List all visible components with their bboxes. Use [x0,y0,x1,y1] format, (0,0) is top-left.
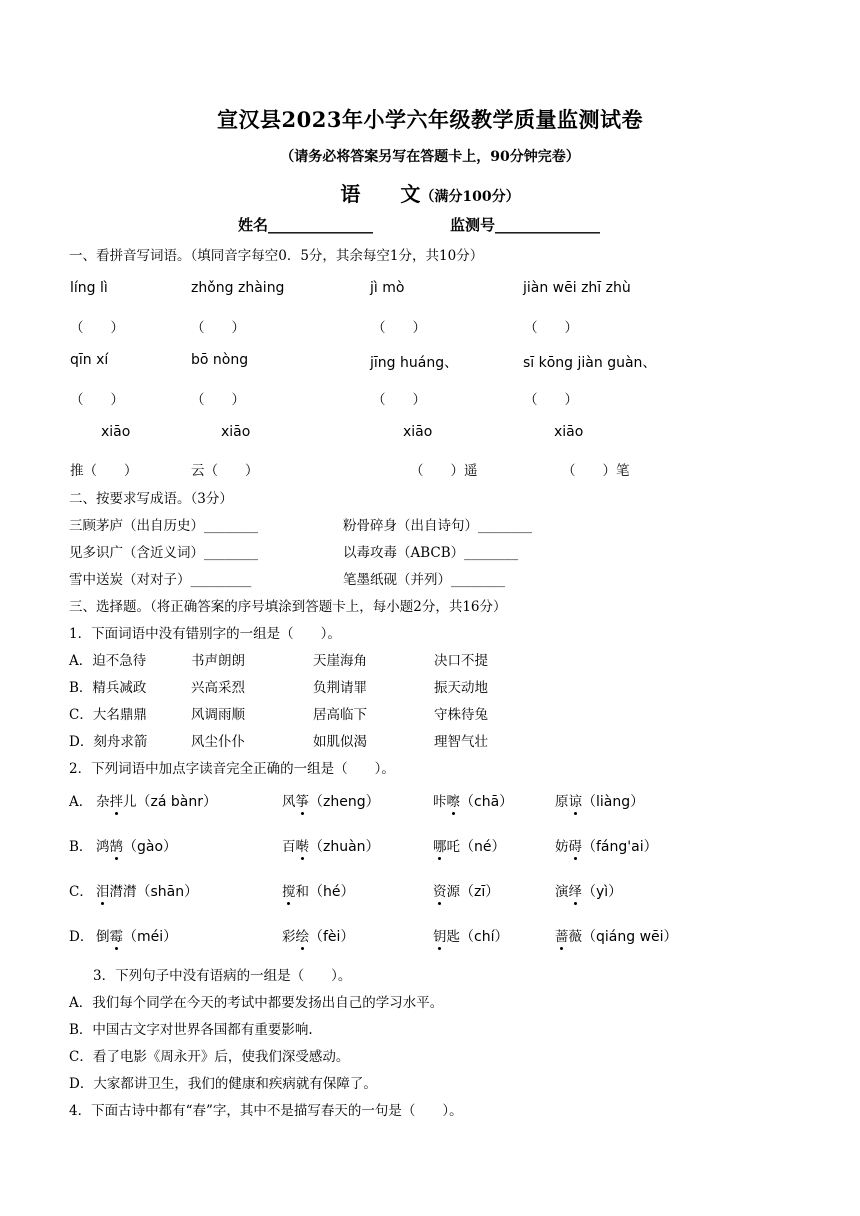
pinyin-annotation: （né） [460,839,506,855]
q2-word: 百啭（zhuàn） [282,839,380,855]
question-2-stem: 2．下列词语中加点字读音完全正确的一组是（ ）。 [69,761,395,777]
emphasis-dot-char: 碍 [568,839,582,855]
q2-word: 咔嚓（chā） [433,794,514,810]
id-field[interactable]: 监测号______________ [450,216,601,234]
q1-word: 理智气壮 [434,734,488,750]
pinyin-annotation: （shān） [136,884,199,900]
answer-blank[interactable]: （ ） [372,392,426,408]
q1-word: 风尘仆仆 [191,734,245,750]
homophone-blank[interactable]: 推（ ） [70,463,138,479]
pinyin-7: jīng huáng、 [370,355,459,371]
q1-word: 如肌似渴 [313,734,367,750]
emphasis-dot-char: 蔷 [555,929,569,945]
pinyin-annotation: （zheng） [309,794,380,810]
homophone-blank[interactable]: （ ）笔 [562,463,630,479]
q2-word: 风筝（zheng） [282,794,380,810]
pinyin-annotation: （zá bànr） [136,794,217,810]
option-label: A． [69,794,93,810]
q1-word: 书声朗朗 [191,653,245,669]
exam-title: 宣汉县2023年小学六年级教学质量监测试卷 [217,107,643,132]
idiom-item[interactable]: 粉骨碎身（出自诗句）________ [343,518,532,534]
pinyin-annotation: （gào） [123,839,178,855]
emphasis-dot-char: 拌 [109,794,123,810]
pinyin-annotation: （fáng'ai） [582,839,658,855]
option-label: B． [69,839,93,855]
pinyin-5: qīn xí [70,352,109,368]
answer-blank[interactable]: （ ） [524,320,578,336]
emphasis-dot-char: 资 [433,884,447,900]
pinyin-xiao: xiāo [221,424,251,440]
q2-word: 演绎（yì） [555,884,623,900]
emphasis-dot-char: 嚓 [446,794,460,810]
q1-word: 决口不提 [434,653,488,669]
q3-option-b[interactable]: B．中国古文字对世界各国都有重要影响. [69,1022,313,1038]
pinyin-annotation: （zhuàn） [309,839,380,855]
q1-word: 兴高采烈 [191,680,245,696]
subject-name: 语 文 [340,182,421,206]
exam-note: （请务必将答案另写在答题卡上，90分钟完卷） [280,149,580,165]
q2-word: 蔷薇（qiáng wēi） [555,929,678,945]
answer-blank[interactable]: （ ） [191,320,245,336]
pinyin-annotation: （liàng） [582,794,645,810]
answer-blank[interactable]: （ ） [524,392,578,408]
q1-word: 天崖海角 [313,653,367,669]
q2-word: 妨碍（fáng'ai） [555,839,658,855]
option-label: C． [69,884,93,900]
full-score: （满分100分） [420,189,520,205]
q1-option-b[interactable]: B．精兵减政 [69,680,147,696]
q2-word: 泪潸潸（shān） [96,884,199,900]
question-3-stem: 3．下列句子中没有语病的一组是（ ）。 [93,968,352,984]
q1-word: 居高临下 [313,707,367,723]
question-1-stem: 1．下面词语中没有错别字的一组是（ ）。 [69,626,341,642]
section2-heading: 二、按要求写成语。（3分） [69,491,233,507]
homophone-blank[interactable]: （ ）遥 [410,463,478,479]
q1-option-c[interactable]: C．大名鼎鼎 [69,707,147,723]
emphasis-dot-char: 泪 [96,884,110,900]
answer-blank[interactable]: （ ） [372,320,426,336]
option-label: D． [69,929,94,945]
idiom-item[interactable]: 笔墨纸砚（并列）________ [343,572,505,588]
q1-option-d[interactable]: D．刻舟求箭 [69,734,148,750]
answer-blank[interactable]: （ ） [70,392,124,408]
pinyin-annotation: （chí） [460,929,509,945]
pinyin-annotation: （fèi） [309,929,355,945]
idiom-item[interactable]: 雪中送炭（对对子）_________ [69,572,252,588]
q3-option-a[interactable]: A．我们每个同学在今天的考试中都要发扬出自己的学习水平。 [69,995,444,1011]
emphasis-dot-char: 搅 [282,884,296,900]
emphasis-dot-char: 谅 [568,794,582,810]
q1-word: 负荆请罪 [313,680,367,696]
q3-option-c[interactable]: C．看了电影《周永开》后，使我们深受感动。 [69,1049,350,1065]
pinyin-xiao: xiāo [403,424,433,440]
emphasis-dot-char: 啭 [295,839,309,855]
emphasis-dot-char: 鹄 [109,839,123,855]
answer-blank[interactable]: （ ） [70,320,124,336]
pinyin-1: líng lì [70,280,108,296]
pinyin-3: jì mò [370,280,405,296]
q2-word: 鸿鹄（gào） [96,839,178,855]
pinyin-annotation: （méi） [123,929,178,945]
section1-heading: 一、看拼音写词语。（填同音字每空0．5分，其余每空1分，共10分） [69,248,484,264]
name-field[interactable]: 姓名______________ [238,216,374,234]
q3-option-d[interactable]: D．大家都讲卫生，我们的健康和疾病就有保障了。 [69,1076,377,1092]
pinyin-annotation: （yì） [582,884,623,900]
q2-word: 倒霉（méi） [96,929,178,945]
q1-word: 风调雨顺 [191,707,245,723]
pinyin-6: bō nòng [191,352,249,368]
pinyin-annotation: （qiáng wēi） [582,929,678,945]
emphasis-dot-char: 钥 [433,929,447,945]
pinyin-annotation: （zī） [460,884,500,900]
section3-heading: 三、选择题。（将正确答案的序号填涂到答题卡上，每小题2分，共16分） [69,599,507,615]
q2-word: 杂拌儿（zá bànr） [96,794,217,810]
q2-word: 钥匙（chí） [433,929,509,945]
subject-line [0,178,860,207]
q2-word: 原谅（liàng） [555,794,645,810]
q2-word: 搅和（hé） [282,884,355,900]
idiom-item[interactable]: 以毒攻毒（ABCB）________ [343,545,519,561]
q2-word: 资源（zī） [433,884,500,900]
emphasis-dot-char: 哪 [433,839,447,855]
emphasis-dot-char: 绘 [295,929,309,945]
question-4-stem: 4．下面古诗中都有“春”字，其中不是描写春天的一句是（ ）。 [69,1103,463,1119]
pinyin-annotation: （hé） [309,884,355,900]
q2-word: 彩绘（fèi） [282,929,355,945]
emphasis-dot-char: 绎 [568,884,582,900]
pinyin-8: sī kōng jiàn guàn、 [523,355,657,371]
emphasis-dot-char: 霉 [109,929,123,945]
idiom-item[interactable]: 见多识广（含近义词）________ [69,545,258,561]
homophone-blank[interactable]: 云（ ） [191,463,259,479]
q1-option-a[interactable]: A．迫不急待 [69,653,147,669]
emphasis-dot-char: 筝 [295,794,309,810]
pinyin-annotation: （chā） [460,794,514,810]
pinyin-2: zhǒng zhàing [191,280,285,296]
q1-word: 振天动地 [434,680,488,696]
pinyin-xiao: xiāo [554,424,584,440]
q2-word: 哪吒（né） [433,839,506,855]
idiom-item[interactable]: 三顾茅庐（出自历史）________ [69,518,258,534]
pinyin-xiao: xiāo [101,424,131,440]
q1-word: 守株待兔 [434,707,488,723]
pinyin-4: jiàn wēi zhī zhù [523,280,631,296]
answer-blank[interactable]: （ ） [191,392,245,408]
